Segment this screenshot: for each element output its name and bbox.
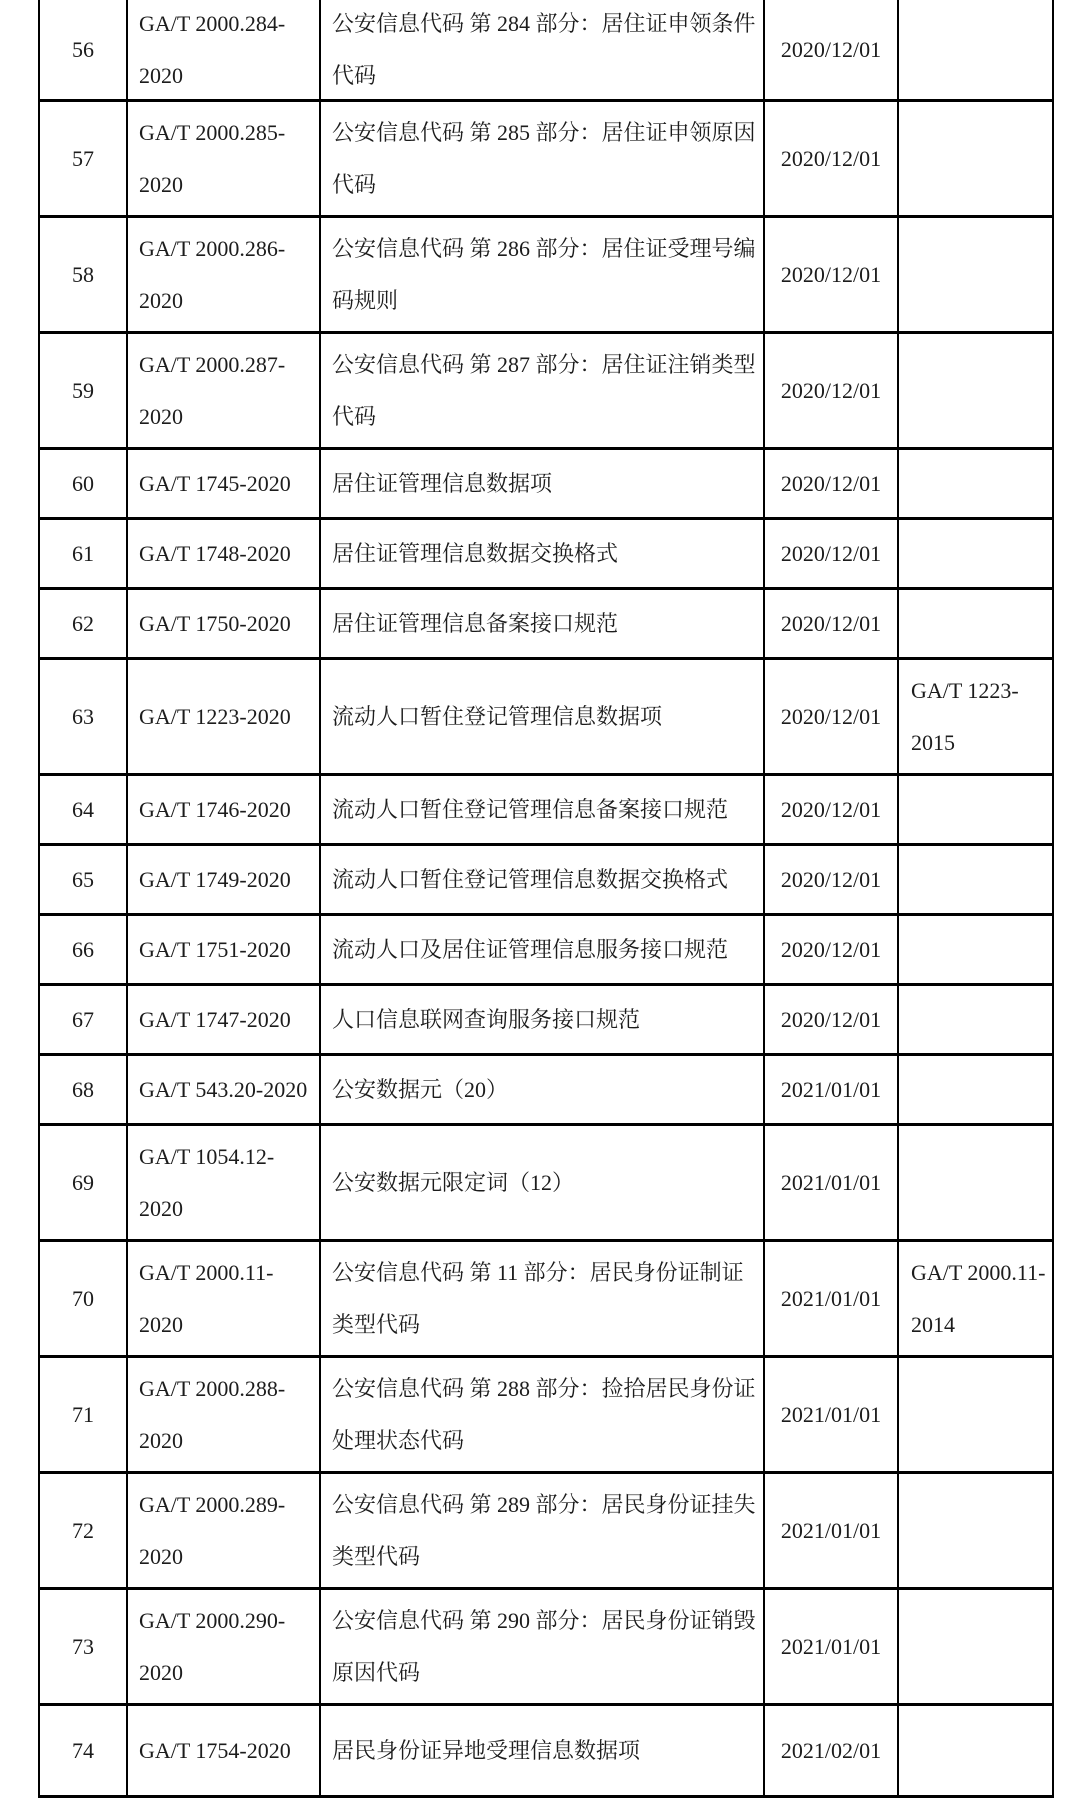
- standard-code-cell-text: GA/T 1750-2020: [139, 610, 291, 636]
- implementation-date-cell: [763, 218, 897, 331]
- standard-code-cell: [126, 916, 319, 983]
- standard-code-cell-text: GA/T 1054.12-2020: [139, 1143, 275, 1221]
- row-number-cell: [38, 218, 126, 331]
- row-number-cell-text: 57: [72, 145, 94, 171]
- standard-code-cell-text: GA/T 1746-2020: [139, 796, 291, 822]
- row-number-cell: [38, 1474, 126, 1587]
- standard-title-cell: [319, 1242, 763, 1355]
- row-number-cell-text: 71: [72, 1401, 94, 1427]
- standard-title-cell-text: 公安信息代码 第 285 部分：居住证申领原因代码: [332, 119, 756, 197]
- row-number-cell: [38, 660, 126, 773]
- standard-title-cell-text: 公安信息代码 第 284 部分：居住证申领条件代码: [332, 10, 756, 88]
- row-number-cell: [38, 1242, 126, 1355]
- standard-title-cell: [319, 218, 763, 331]
- implementation-date-cell-text: 2021/01/01: [780, 1517, 882, 1543]
- standard-code-cell-text: GA/T 2000.287-2020: [139, 351, 286, 429]
- row-number-cell-text: 56: [72, 36, 94, 62]
- implementation-date-cell-text: 2020/12/01: [780, 470, 882, 496]
- standard-title-cell-text: 流动人口及居住证管理信息服务接口规范: [332, 936, 729, 962]
- table-row: [38, 450, 1054, 520]
- row-number-cell: [38, 1056, 126, 1123]
- row-number-cell-text: 66: [72, 936, 94, 962]
- standard-code-cell-text: GA/T 2000.286-2020: [139, 235, 286, 313]
- implementation-date-cell: [763, 1056, 897, 1123]
- implementation-date-cell-text: 2021/01/01: [780, 1285, 882, 1311]
- standard-title-cell: [319, 1126, 763, 1239]
- replaced-standard-cell: [897, 334, 1054, 447]
- replaced-standard-cell: [897, 1706, 1054, 1795]
- replaced-standard-cell: [897, 1242, 1054, 1355]
- standard-title-cell-text: 流动人口暂住登记管理信息数据项: [332, 703, 663, 729]
- standard-code-cell: [126, 846, 319, 913]
- standard-title-cell-text: 居住证管理信息数据交换格式: [332, 540, 619, 566]
- table-row: [38, 218, 1054, 334]
- standard-title-cell-text: 公安信息代码 第 290 部分：居民身份证销毁原因代码: [332, 1607, 756, 1685]
- standard-title-cell: [319, 102, 763, 215]
- standard-title-cell: [319, 1474, 763, 1587]
- table-row: [38, 1358, 1054, 1474]
- row-number-cell-text: 74: [72, 1737, 94, 1763]
- standard-code-cell: [126, 1590, 319, 1703]
- row-number-cell-text: 61: [72, 540, 94, 566]
- standard-title-cell-text: 公安信息代码 第 288 部分：捡拾居民身份证处理状态代码: [332, 1375, 756, 1453]
- row-number-cell-text: 72: [72, 1517, 94, 1543]
- standard-code-cell-text: GA/T 2000.11-2020: [139, 1259, 274, 1337]
- row-number-cell-text: 60: [72, 470, 94, 496]
- implementation-date-cell-text: 2020/12/01: [780, 261, 882, 287]
- table-row: [38, 1590, 1054, 1706]
- row-number-cell: [38, 590, 126, 657]
- implementation-date-cell: [763, 0, 897, 99]
- row-number-cell: [38, 916, 126, 983]
- standard-code-cell: [126, 1706, 319, 1795]
- row-number-cell: [38, 450, 126, 517]
- implementation-date-cell-text: 2020/12/01: [780, 377, 882, 403]
- row-number-cell: [38, 1590, 126, 1703]
- implementation-date-cell: [763, 916, 897, 983]
- standard-code-cell: [126, 0, 319, 99]
- implementation-date-cell: [763, 1126, 897, 1239]
- implementation-date-cell: [763, 450, 897, 517]
- standard-code-cell-text: GA/T 2000.290-2020: [139, 1607, 286, 1685]
- row-number-cell: [38, 1358, 126, 1471]
- standard-code-cell: [126, 102, 319, 215]
- row-number-cell-text: 62: [72, 610, 94, 636]
- standard-title-cell: [319, 450, 763, 517]
- replaced-standard-cell: [897, 1126, 1054, 1239]
- standard-code-cell: [126, 450, 319, 517]
- standard-code-cell-text: GA/T 1748-2020: [139, 540, 291, 566]
- standard-title-cell: [319, 334, 763, 447]
- standard-title-cell-text: 公安信息代码 第 286 部分：居住证受理号编码规则: [332, 235, 756, 313]
- standard-title-cell-text: 流动人口暂住登记管理信息备案接口规范: [332, 796, 729, 822]
- replaced-standard-cell: [897, 916, 1054, 983]
- replaced-standard-cell: [897, 450, 1054, 517]
- row-number-cell: [38, 102, 126, 215]
- standard-code-cell: [126, 1358, 319, 1471]
- implementation-date-cell-text: 2020/12/01: [780, 36, 882, 62]
- row-number-cell-text: 63: [72, 703, 94, 729]
- standard-title-cell-text: 公安数据元限定词（12）: [332, 1169, 575, 1195]
- implementation-date-cell: [763, 846, 897, 913]
- standard-code-cell: [126, 520, 319, 587]
- standard-title-cell: [319, 1358, 763, 1471]
- standard-code-cell: [126, 1126, 319, 1239]
- table-row: [38, 846, 1054, 916]
- implementation-date-cell: [763, 776, 897, 843]
- standard-code-cell: [126, 218, 319, 331]
- row-number-cell: [38, 986, 126, 1053]
- row-number-cell: [38, 776, 126, 843]
- standards-table: [38, 0, 1054, 1798]
- implementation-date-cell: [763, 1242, 897, 1355]
- standard-title-cell-text: 居住证管理信息备案接口规范: [332, 610, 619, 636]
- standard-code-cell: [126, 590, 319, 657]
- replaced-standard-cell: [897, 590, 1054, 657]
- standard-code-cell-text: GA/T 543.20-2020: [139, 1076, 308, 1102]
- row-number-cell-text: 67: [72, 1006, 94, 1032]
- standard-title-cell-text: 居住证管理信息数据项: [332, 470, 553, 496]
- standard-title-cell-text: 公安数据元（20）: [332, 1076, 509, 1102]
- row-number-cell-text: 59: [72, 377, 94, 403]
- standard-code-cell: [126, 1242, 319, 1355]
- replaced-standard-cell: [897, 520, 1054, 587]
- implementation-date-cell: [763, 660, 897, 773]
- standard-title-cell: [319, 660, 763, 773]
- replaced-standard-cell: [897, 776, 1054, 843]
- row-number-cell: [38, 334, 126, 447]
- table-row: [38, 590, 1054, 660]
- row-number-cell: [38, 0, 126, 99]
- standard-code-cell-text: GA/T 2000.285-2020: [139, 119, 286, 197]
- standard-title-cell: [319, 1706, 763, 1795]
- implementation-date-cell-text: 2020/12/01: [780, 796, 882, 822]
- table-row: [38, 1474, 1054, 1590]
- replaced-standard-cell: [897, 1056, 1054, 1123]
- implementation-date-cell-text: 2021/01/01: [780, 1633, 882, 1659]
- implementation-date-cell-text: 2020/12/01: [780, 866, 882, 892]
- standard-code-cell-text: GA/T 2000.289-2020: [139, 1491, 286, 1569]
- replaced-standard-cell-text: GA/T 1223-2015: [911, 677, 1019, 755]
- standard-title-cell-text: 居民身份证异地受理信息数据项: [332, 1737, 641, 1763]
- row-number-cell-text: 69: [72, 1169, 94, 1195]
- implementation-date-cell-text: 2020/12/01: [780, 540, 882, 566]
- replaced-standard-cell: [897, 846, 1054, 913]
- replaced-standard-cell: [897, 102, 1054, 215]
- replaced-standard-cell: [897, 986, 1054, 1053]
- implementation-date-cell: [763, 1358, 897, 1471]
- row-number-cell-text: 70: [72, 1285, 94, 1311]
- table-row: [38, 102, 1054, 218]
- standard-code-cell: [126, 776, 319, 843]
- standard-code-cell: [126, 1056, 319, 1123]
- replaced-standard-cell: [897, 0, 1054, 99]
- table-row: [38, 916, 1054, 986]
- implementation-date-cell: [763, 986, 897, 1053]
- standard-title-cell: [319, 590, 763, 657]
- replaced-standard-cell: [897, 1590, 1054, 1703]
- implementation-date-cell-text: 2020/12/01: [780, 703, 882, 729]
- implementation-date-cell-text: 2021/01/01: [780, 1076, 882, 1102]
- implementation-date-cell-text: 2021/01/01: [780, 1401, 882, 1427]
- table-row: [38, 1706, 1054, 1798]
- implementation-date-cell: [763, 1706, 897, 1795]
- replaced-standard-cell-text: GA/T 2000.11-2014: [911, 1259, 1046, 1337]
- standard-title-cell: [319, 520, 763, 587]
- row-number-cell: [38, 1706, 126, 1795]
- standard-code-cell-text: GA/T 1747-2020: [139, 1006, 291, 1032]
- standard-code-cell-text: GA/T 1745-2020: [139, 470, 291, 496]
- implementation-date-cell: [763, 102, 897, 215]
- standard-title-cell-text: 流动人口暂住登记管理信息数据交换格式: [332, 866, 729, 892]
- replaced-standard-cell: [897, 660, 1054, 773]
- implementation-date-cell-text: 2020/12/01: [780, 145, 882, 171]
- standard-title-cell: [319, 846, 763, 913]
- implementation-date-cell-text: 2021/01/01: [780, 1169, 882, 1195]
- standard-code-cell-text: GA/T 1223-2020: [139, 703, 291, 729]
- standard-code-cell: [126, 1474, 319, 1587]
- implementation-date-cell: [763, 1474, 897, 1587]
- row-number-cell-text: 68: [72, 1076, 94, 1102]
- standard-title-cell: [319, 1056, 763, 1123]
- standard-code-cell-text: GA/T 1751-2020: [139, 936, 291, 962]
- row-number-cell-text: 65: [72, 866, 94, 892]
- standard-title-cell: [319, 916, 763, 983]
- implementation-date-cell: [763, 590, 897, 657]
- table-row: [38, 776, 1054, 846]
- standard-code-cell-text: GA/T 2000.284-2020: [139, 10, 286, 88]
- row-number-cell-text: 64: [72, 796, 94, 822]
- table-row: [38, 660, 1054, 776]
- replaced-standard-cell: [897, 1358, 1054, 1471]
- implementation-date-cell-text: 2021/02/01: [780, 1737, 882, 1763]
- standard-title-cell: [319, 986, 763, 1053]
- standard-code-cell: [126, 660, 319, 773]
- implementation-date-cell-text: 2020/12/01: [780, 936, 882, 962]
- row-number-cell-text: 73: [72, 1633, 94, 1659]
- table-row: [38, 1242, 1054, 1358]
- standard-code-cell-text: GA/T 1749-2020: [139, 866, 291, 892]
- standard-code-cell-text: GA/T 1754-2020: [139, 1737, 291, 1763]
- row-number-cell: [38, 520, 126, 587]
- row-number-cell-text: 58: [72, 261, 94, 287]
- row-number-cell: [38, 846, 126, 913]
- standard-title-cell-text: 人口信息联网查询服务接口规范: [332, 1006, 641, 1032]
- implementation-date-cell-text: 2020/12/01: [780, 1006, 882, 1032]
- standard-code-cell-text: GA/T 2000.288-2020: [139, 1375, 286, 1453]
- replaced-standard-cell: [897, 218, 1054, 331]
- standard-title-cell-text: 公安信息代码 第 11 部分：居民身份证制证类型代码: [332, 1259, 744, 1337]
- table-row: [38, 1126, 1054, 1242]
- table-row: [38, 334, 1054, 450]
- standard-code-cell: [126, 986, 319, 1053]
- table-row: [38, 986, 1054, 1056]
- replaced-standard-cell: [897, 1474, 1054, 1587]
- implementation-date-cell-text: 2020/12/01: [780, 610, 882, 636]
- table-row: [38, 1056, 1054, 1126]
- standard-code-cell: [126, 334, 319, 447]
- standard-title-cell: [319, 0, 763, 99]
- table-row: [38, 0, 1054, 102]
- standard-title-cell: [319, 1590, 763, 1703]
- table-row: [38, 520, 1054, 590]
- standard-title-cell: [319, 776, 763, 843]
- implementation-date-cell: [763, 520, 897, 587]
- implementation-date-cell: [763, 334, 897, 447]
- standard-title-cell-text: 公安信息代码 第 289 部分：居民身份证挂失类型代码: [332, 1491, 756, 1569]
- implementation-date-cell: [763, 1590, 897, 1703]
- row-number-cell: [38, 1126, 126, 1239]
- standard-title-cell-text: 公安信息代码 第 287 部分：居住证注销类型代码: [332, 351, 756, 429]
